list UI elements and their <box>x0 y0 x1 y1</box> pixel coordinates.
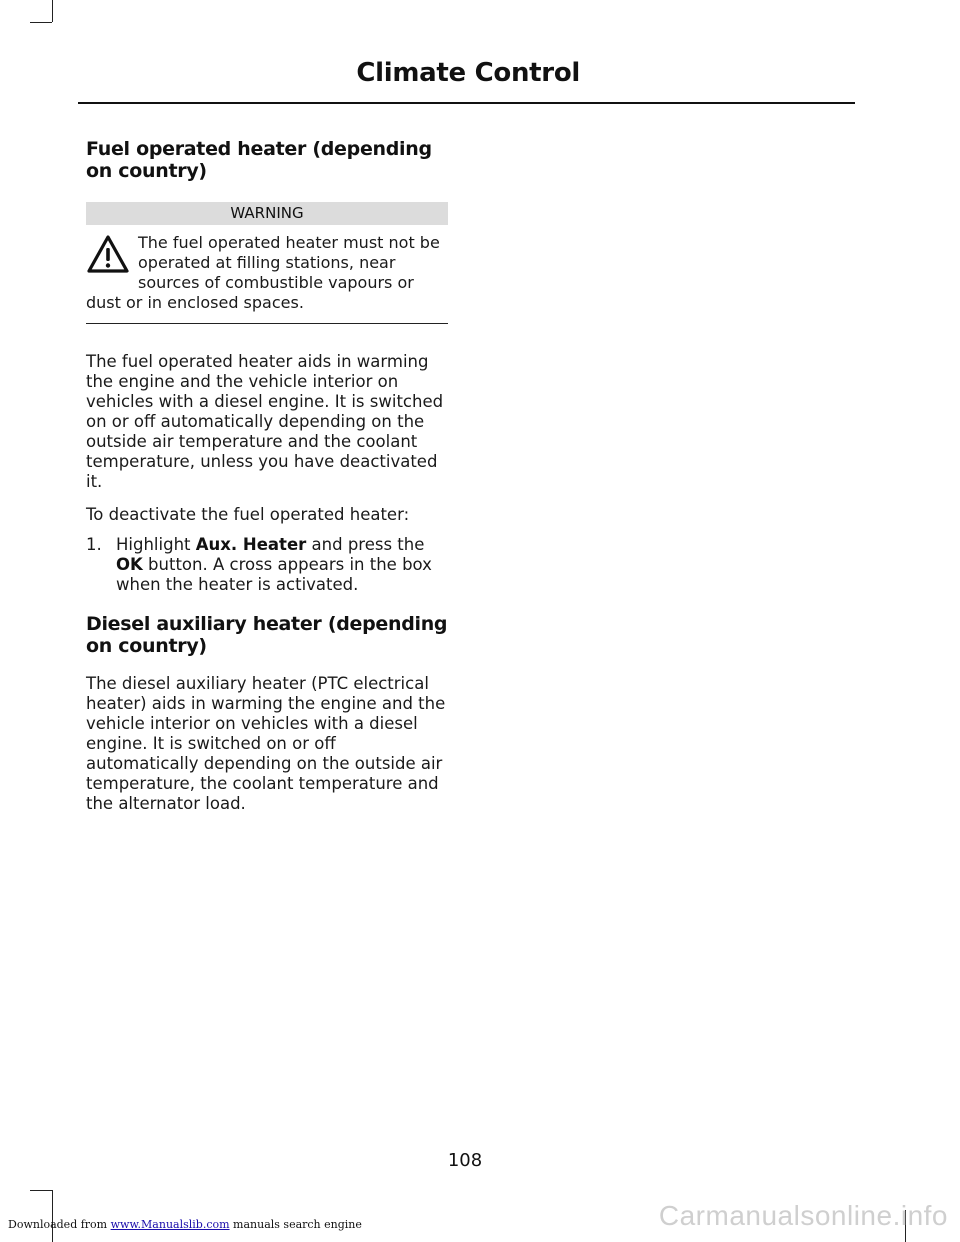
watermark: Carmanualsonline.info <box>658 1200 948 1231</box>
step-text: and press the <box>306 535 425 554</box>
paragraph-fuel-heater-description: The fuel operated heater aids in warming the engine and the vehicle interior on vehicles with a diesel engine. It is switched on or off automatically depending on the outside air temperature and the coolant temperature, unless you have deactivated it. <box>86 352 444 491</box>
step-text: button. A cross appears in the box when the heater is activated. <box>116 555 432 594</box>
ok-button-label: OK <box>116 555 143 574</box>
footer-link[interactable]: www.Manualslib.com <box>110 1218 230 1231</box>
page-number: 108 <box>447 1150 483 1171</box>
footer-prefix: Downloaded from <box>8 1218 111 1231</box>
paragraph-deactivate-intro: To deactivate the fuel operated heater: <box>86 505 410 524</box>
menu-item-aux-heater: Aux. Heater <box>195 535 307 554</box>
header-divider <box>78 102 855 104</box>
footer-suffix: manuals search engine <box>229 1218 362 1231</box>
warning-box <box>86 233 448 313</box>
footer-download-note <box>8 1218 362 1231</box>
paragraph-diesel-heater-description: The diesel auxiliary heater (PTC electrical heater) aids in warming the engine and the vehicle interior on vehicles with a diesel engine. It is switched on or off automatically depending on the outside air temperature, the coolant temperature and the alternator load. <box>86 674 446 813</box>
step-text: Highlight <box>116 535 196 554</box>
content-column <box>86 138 448 814</box>
warning-triangle-icon <box>86 233 130 277</box>
list-item <box>86 535 448 595</box>
section-heading-diesel-heater: Diesel auxiliary heater (depending on country) <box>86 613 448 657</box>
warning-divider <box>86 323 448 324</box>
crop-mark <box>52 0 53 22</box>
warning-label: WARNING <box>86 202 448 225</box>
warning-text: The fuel operated heater must not be operated at filling stations, near sources of combustible vapours or dust or in enclosed spaces. <box>86 233 440 312</box>
section-heading-fuel-heater: Fuel operated heater (depending on country) <box>86 138 432 182</box>
list-item-number: 1. <box>86 535 102 554</box>
page-title: Climate Control <box>356 58 580 88</box>
crop-mark <box>30 1190 52 1191</box>
crop-mark <box>30 22 52 23</box>
crop-mark <box>52 1190 53 1242</box>
